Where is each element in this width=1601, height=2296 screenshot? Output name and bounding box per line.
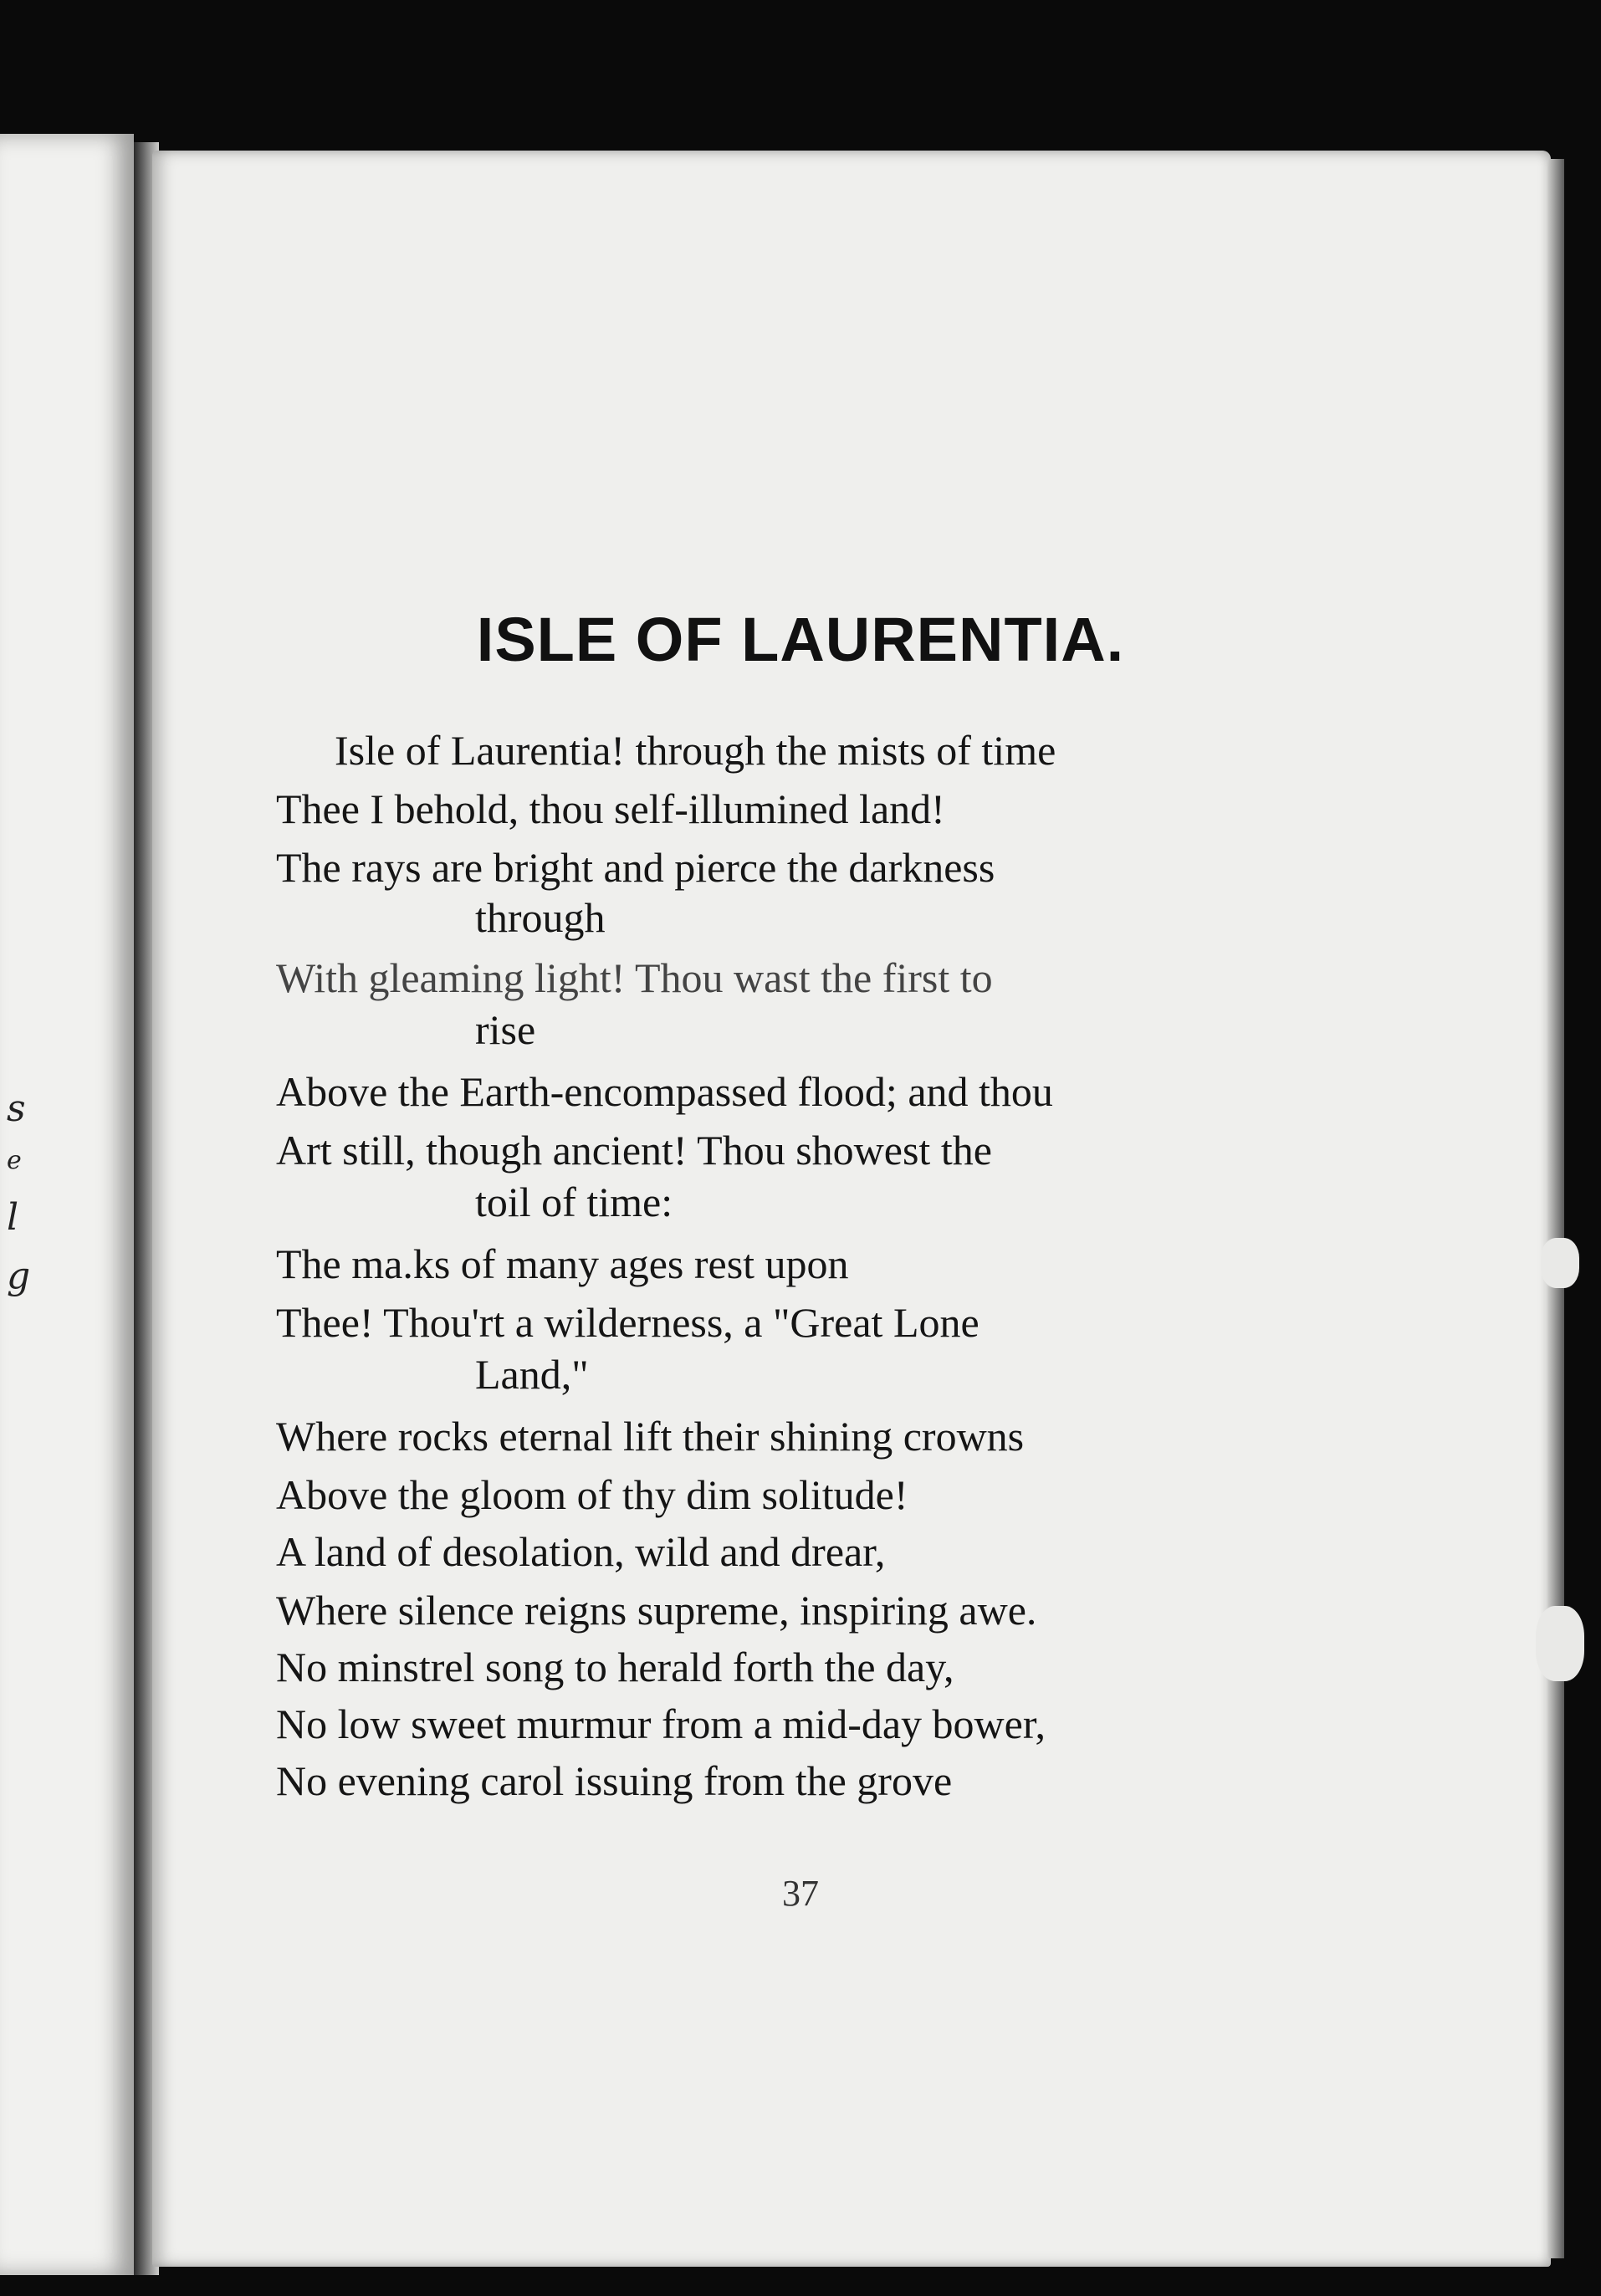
poem-line: Above the gloom of thy dim solitude! [276,1471,908,1518]
poem-line: Thee! Thou'rt a wilderness, a "Great Lone [276,1299,980,1346]
margin-fragment: g [7,1255,31,1297]
poem-line: Art still, though ancient! Thou showest the [276,1127,992,1174]
poem-line: The rays are bright and pierce the darkness [276,844,995,891]
paper-fleck [1536,1606,1584,1681]
poem-line: Above the Earth-encompassed flood; and thou [276,1068,1053,1115]
poem-line: With gleaming light! Thou wast the first to [276,954,993,1001]
poem-line: No minstrel song to herald forth the day, [276,1644,954,1690]
poem-line-continuation: rise [475,1006,536,1053]
poem-line-continuation: Land," [475,1351,589,1398]
page-edge-shadow [1547,159,1564,2258]
poem-title: ISLE OF LAURENTIA. [476,605,1125,674]
page-number: 37 [782,1873,819,1914]
margin-fragment: l [7,1196,19,1239]
poem-line-continuation: toil of time: [475,1179,673,1225]
poem-line: Where silence reigns supreme, inspiring awe. [276,1587,1037,1634]
book-page [152,151,1551,2267]
paper-fleck [1541,1238,1579,1288]
poem-line: Isle of Laurentia! through the mists of time [335,727,1056,774]
poem-line: Thee I behold, thou self-illumined land! [276,785,945,832]
poem-line: No low sweet murmur from a mid-day bower, [276,1700,1046,1747]
poem-line: Where rocks eternal lift their shining crowns [276,1413,1025,1460]
poem-line: A land of desolation, wild and drear, [276,1528,886,1575]
poem-line: The ma.ks of many ages rest upon [276,1240,849,1287]
poem-line-continuation: through [475,894,606,941]
margin-fragment: e [7,1146,22,1175]
poem-line: No evening carol issuing from the grove [276,1757,953,1804]
left-facing-page [0,134,134,2275]
margin-fragment: s [7,1087,26,1130]
